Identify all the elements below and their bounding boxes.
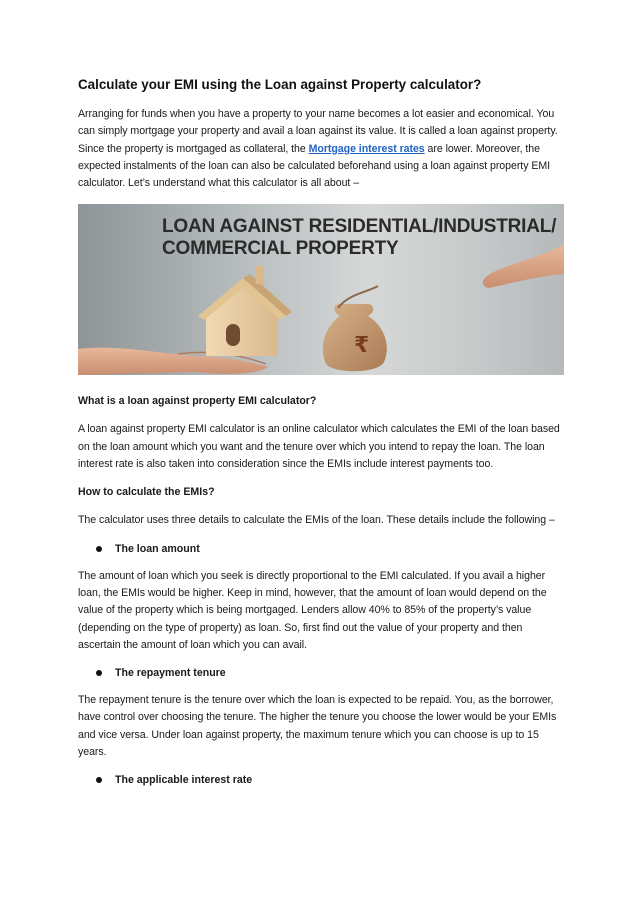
loan-against-property-banner-image — [78, 204, 564, 375]
banner-title-line-2: COMMERCIAL PROPERTY — [162, 238, 399, 260]
intro-paragraph — [78, 106, 564, 192]
banner-title-line-1: LOAN AGAINST RESIDENTIAL/INDUSTRIAL/ — [162, 216, 557, 238]
bullet-label: The loan amount — [115, 542, 200, 555]
page-title: Calculate your EMI using the Loan against Property calculator? — [78, 77, 482, 92]
section-paragraph-how-to: The calculator uses three details to calculate the EMIs of the loan. These details include the following – — [78, 514, 555, 527]
money-bag-icon — [323, 286, 387, 371]
intro-text-1: Arranging for funds when you have a property to your name becomes a lot easier and economical. You can simply mortgage your property and avail a loan against its value. It is called a loan against property. Since the property is mortgaged as collateral, the — [78, 108, 558, 155]
bullet-label: The repayment tenure — [115, 667, 226, 680]
bullet-dot-icon — [96, 670, 102, 676]
bullet-loan-amount — [96, 542, 564, 556]
bullet-interest-rate — [96, 773, 564, 787]
rupee-icon: ₹ — [354, 333, 370, 359]
mortgage-interest-rates-link[interactable]: Mortgage interest rates — [308, 142, 425, 155]
house-icon — [198, 266, 292, 356]
document-page — [78, 76, 564, 799]
bullet-dot-icon — [96, 546, 102, 552]
bullet-label: The applicable interest rate — [115, 774, 253, 787]
bullet-dot-icon — [96, 777, 102, 783]
section-paragraph-what-is: A loan against property EMI calculator is an online calculator which calculates the EMI of the loan based on the loan amount which you want and the tenure over which you intend to repay the loan. The loan interest rate is also taken into consideration since the EMIs include interest payments too. — [78, 423, 560, 471]
bullet-paragraph-repayment-tenure: The repayment tenure is the tenure over which the loan is expected to be repaid. You, as the borrower, have control over choosing the tenure. The higher the tenure you choose the lower would be your EMIs and vice versa. Under loan against property, the maximum tenure which you can choose is up to 15 years. — [78, 694, 557, 759]
bullet-paragraph-loan-amount: The amount of loan which you seek is directly proportional to the EMI calculated. If you avail a higher loan, the EMIs would be higher. Keep in mind, however, that the amount of loan would depend on the value of the property which is being mortgaged. Lenders allow 40% to 85% of the property’s value (depending on the type of property) as loan. So, first find out the value of your property and then ascertain the amount of loan which you can avail. — [78, 569, 547, 651]
section-heading-how-to: How to calculate the EMIs? — [78, 486, 215, 499]
banner-title — [162, 216, 556, 260]
bullet-repayment-tenure — [96, 666, 564, 680]
section-heading-what-is: What is a loan against property EMI calculator? — [78, 395, 317, 408]
intro-text-2: are lower. Moreover, the expected instalments of the loan can also be calculated beforehand using a loan against property EMI calculator. Let’s understand what this calculator is all about – — [78, 142, 551, 190]
